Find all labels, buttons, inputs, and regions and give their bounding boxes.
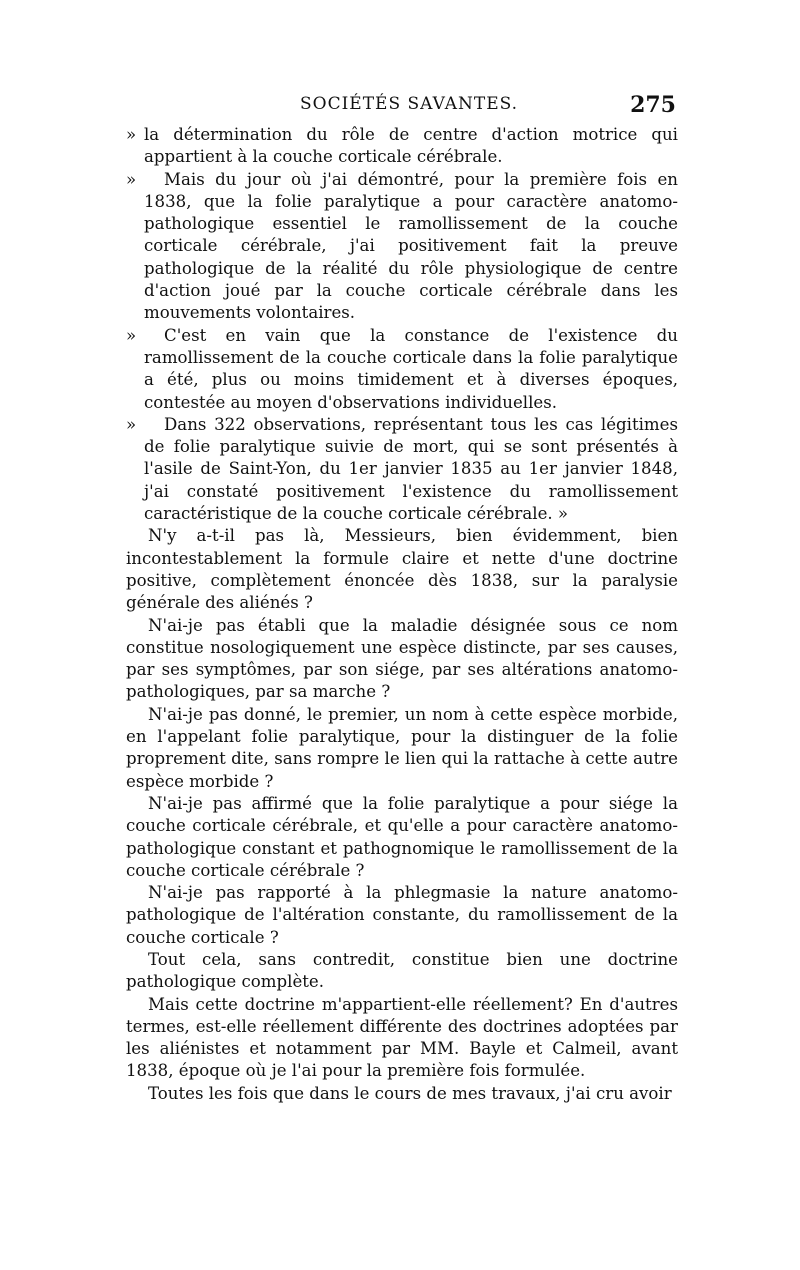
quote-mark: »: [126, 414, 137, 434]
page-number: 275: [630, 92, 676, 118]
quote-mark: »: [126, 125, 137, 144]
paragraph-text: Mais du jour où j'ai démontré, pour la première fois en 1838, que la folie paralytique a pour caractère anatomo-pathologique essentiel le ramollissement de la couche corticale cérébrale, j'ai positivement fait la preuve pathologique de la réalité du rôle physiologique de centre d'action joué par la couche corticale cérébrale dans les mouvements volontaires.: [144, 169, 678, 323]
paragraph: N'ai-je pas affirmé que la folie paralytique a pour siége la couche corticale cérébrale, et qu'elle a pour caractère anatomo-pathologique constant et pathognomique le ramollissement de la couche corticale cérébrale ?: [126, 793, 678, 880]
quoted-paragraph: [126, 124, 678, 169]
paragraph: N'y a-t-il pas là, Messieurs, bien évidemment, bien incontestablement la formule claire et nette d'une doctrine positive, complètement énoncée dès 1838, sur la paralysie générale des aliénés ?: [126, 526, 678, 613]
quoted-paragraph: [126, 414, 678, 525]
running-title: SOCIÉTÉS SAVANTES.: [300, 94, 519, 114]
quoted-paragraph: [126, 169, 678, 325]
paragraph: Toutes les fois que dans le cours de mes travaux, j'ai cru avoir: [148, 1083, 672, 1103]
paragraph: N'ai-je pas rapporté à la phlegmasie la nature anatomo-pathologique de l'altération constante, du ramollissement de la couche corticale ?: [126, 883, 678, 947]
paragraph: Mais cette doctrine m'appartient-elle réellement? En d'autres termes, est-elle réellement différente des doctrines adoptées par les aliénistes et notamment par MM. Bayle et Calmeil, avant 1838, époque où je l'ai pour la première fois formulée.: [126, 994, 678, 1081]
paragraph: N'ai-je pas établi que la maladie désignée sous ce nom constitue nosologiquement une espèce distincte, par ses causes, par ses symptômes, par son siége, par ses altérations anatomo-pathologiques, par sa marche ?: [126, 615, 678, 702]
body-text: [126, 124, 678, 1105]
page-header: [128, 92, 676, 122]
paragraph-text: la détermination du rôle de centre d'action motrice qui appartient à la couche corticale cérébrale.: [144, 125, 678, 167]
quoted-paragraph: [126, 325, 678, 414]
paragraph: Tout cela, sans contredit, constitue bien une doctrine pathologique complète.: [126, 949, 678, 992]
paragraph-text: Dans 322 observations, représentant tous les cas légitimes de folie paralytique suivie de mort, qui se sont présentés à l'asile de Saint-Yon, du 1er janvier 1835 au 1er janvier 1848, j'ai constaté positivement l'existence du ramollissement caractéristique de la couche corticale cérébrale. »: [144, 414, 678, 524]
quote-mark: »: [126, 169, 137, 189]
quote-mark: »: [126, 325, 137, 345]
paragraph-text: C'est en vain que la constance de l'existence du ramollissement de la couche corticale dans la folie paralytique a été, plus ou moins timidement et à diverses époques, contestée au moyen d'observations individuelles.: [144, 325, 678, 412]
paragraph: N'ai-je pas donné, le premier, un nom à cette espèce morbide, en l'appelant folie paralytique, pour la distinguer de la folie proprement dite, sans rompre le lien qui la rattache à cette autre espèce morbide ?: [126, 704, 678, 791]
